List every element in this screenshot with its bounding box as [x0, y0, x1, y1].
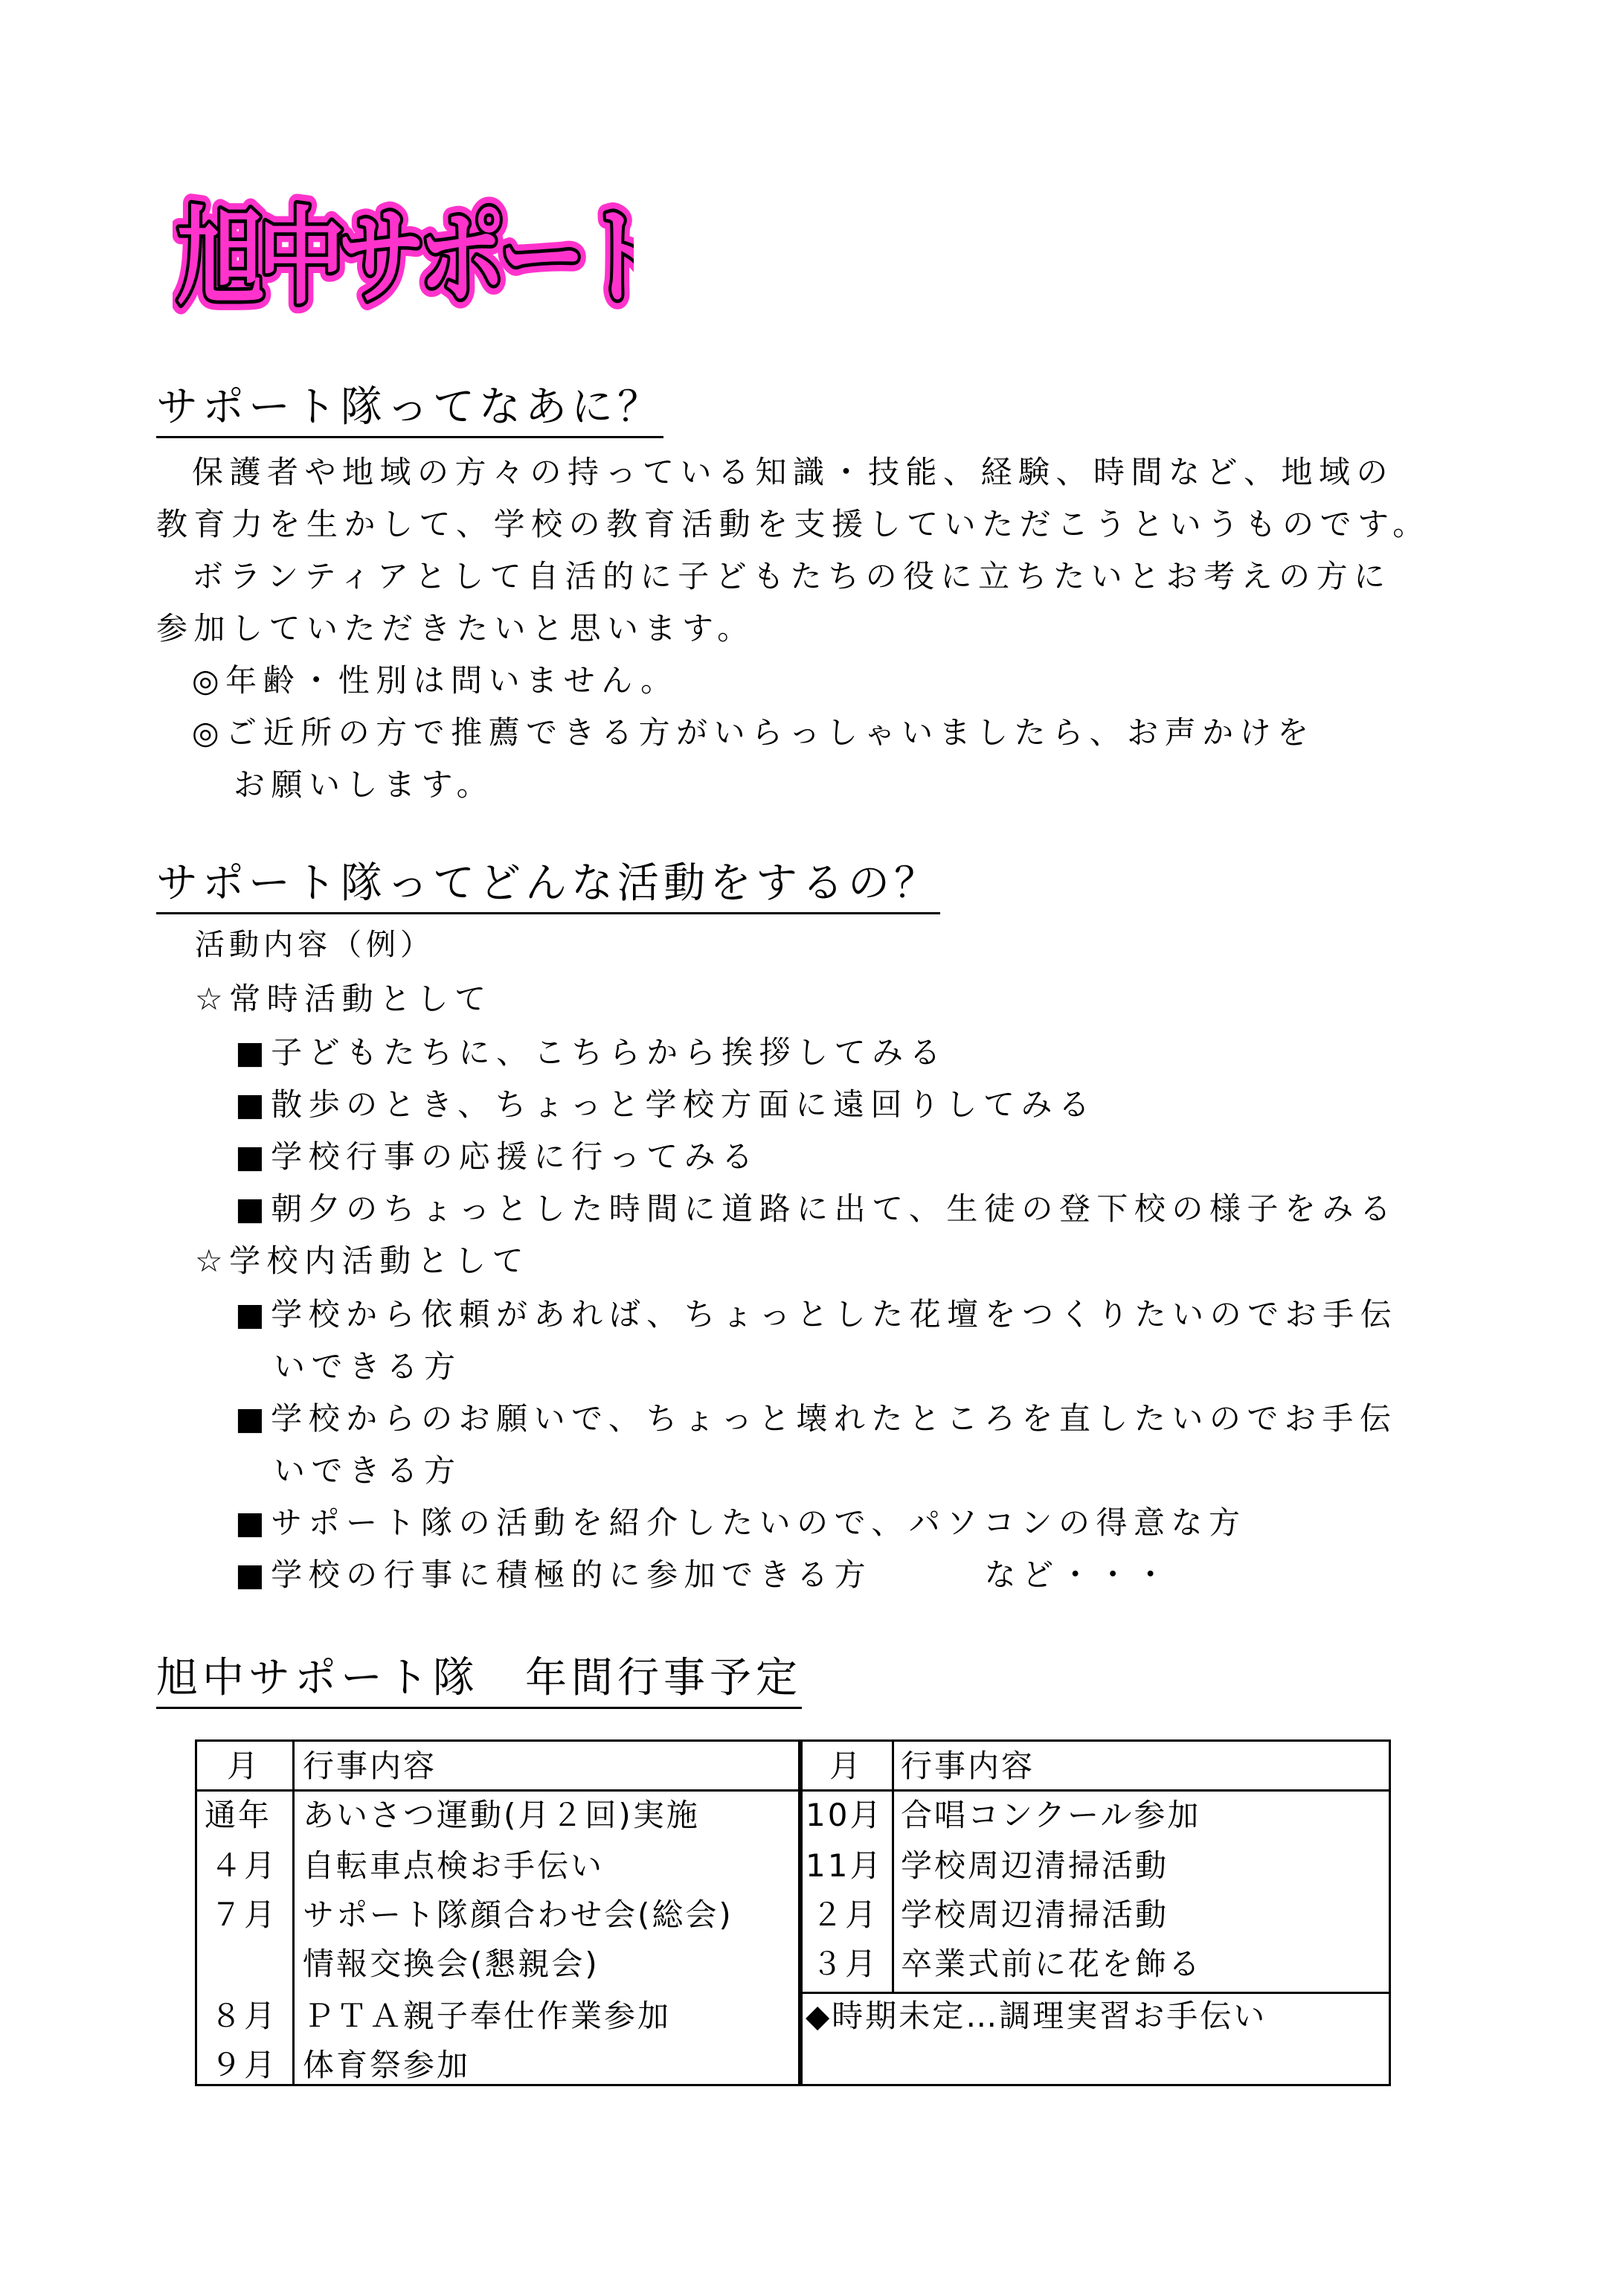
- row-content: 体育祭参加: [303, 2047, 471, 2083]
- row-month: ７月: [210, 1896, 278, 1933]
- header-month: 月: [227, 1748, 261, 1784]
- activity-item: ■学校の行事に積極的に参加できる方 など・・・: [235, 1556, 1173, 1593]
- row-content: 合唱コンクール参加: [901, 1797, 1201, 1833]
- activity-item: ■学校からのお願いで、ちょっと壊れたところを直したいのでお手伝: [235, 1400, 1398, 1437]
- paragraph-line: ボランティアとして自活的に子どもたちの役に立ちたいとお考えの方に: [192, 558, 1392, 594]
- row-month: ３月: [812, 1946, 879, 1982]
- row-month: 10月: [806, 1797, 884, 1833]
- logo: [173, 170, 634, 318]
- activity-item: いできる方: [274, 1348, 462, 1385]
- row-month: ２月: [812, 1896, 879, 1933]
- row-month: 11月: [806, 1847, 884, 1884]
- logo-stroke: 旭中サポー: [177, 196, 579, 318]
- row-month: ８月: [210, 1998, 278, 2034]
- note-line: ◎ご近所の方で推薦できる方がいらっしゃいましたら、お声かけを: [192, 714, 1315, 751]
- row-content: 自転車点検お手伝い: [303, 1847, 605, 1884]
- row-content: 学校周辺清掃活動: [901, 1896, 1169, 1933]
- note-line: お願いします。: [234, 766, 495, 803]
- row-month: ９月: [210, 2047, 278, 2083]
- section-heading-what: サポート隊ってなあに？: [156, 387, 663, 438]
- section-heading-activities: サポート隊ってどんな活動をするの？: [156, 863, 940, 914]
- logo-graphic: [173, 170, 634, 318]
- row-content: ＰＴＡ親子奉仕作業参加: [303, 1998, 672, 2034]
- activity-item: ■散歩のとき、ちょっと学校方面に遠回りしてみる: [235, 1086, 1096, 1123]
- schedule-table: [195, 1739, 1391, 2086]
- activity-item: ■朝夕のちょっとした時間に道路に出て、生徒の登下校の様子をみる: [235, 1190, 1398, 1227]
- header-month: 月: [829, 1748, 864, 1784]
- table-divider: [798, 1742, 803, 2084]
- activity-item: ■学校行事の応援に行ってみる: [235, 1138, 759, 1175]
- row-content: 卒業式前に花を飾る: [901, 1946, 1203, 1982]
- header-content: 行事内容: [901, 1748, 1035, 1784]
- activity-item: ■子どもたちに、こちらから挨拶してみる: [235, 1034, 948, 1071]
- logo-outline: 旭中サポー: [177, 196, 579, 318]
- activity-group-title: ☆学校内活動として: [195, 1242, 530, 1279]
- paragraph-line: 教育力を生かして、学校の教育活動を支援していただこうというものです。: [156, 506, 1430, 542]
- activity-item: ■サポート隊の活動を紹介したいので、パソコンの得意な方: [235, 1504, 1247, 1541]
- activity-item: ■学校から依頼があれば、ちょっとした花壇をつくりたいのでお手伝: [235, 1296, 1398, 1333]
- header-rule: [803, 1789, 1389, 1792]
- paragraph-line: 参加していただきたいと思います。: [156, 610, 755, 647]
- logo-fill: 旭中サポー: [177, 196, 579, 318]
- row-content: サポート隊顔合わせ会(総会): [303, 1896, 733, 1933]
- schedule-note: ◆時期未定…調理実習お手伝い: [806, 1998, 1267, 2034]
- row-content: 情報交換会(懇親会): [303, 1946, 600, 1982]
- header-rule: [292, 1742, 295, 1789]
- row-month: 通年: [205, 1797, 272, 1833]
- section-heading-schedule: 旭中サポート隊 年間行事予定: [156, 1658, 802, 1709]
- activity-group-title: ☆常時活動として: [195, 981, 492, 1017]
- header-rule: [197, 1789, 798, 1792]
- note-line: ◎年齢・性別は問いません。: [192, 662, 678, 699]
- activity-subheading: 活動内容（例）: [195, 928, 434, 962]
- column-rule: [892, 1742, 894, 1992]
- row-content: あいさつ運動(月２回)実施: [303, 1797, 700, 1833]
- activity-item: いできる方: [274, 1452, 462, 1489]
- row-content: 学校周辺清掃活動: [901, 1847, 1169, 1884]
- row-rule: [803, 1992, 1389, 1994]
- row-month: ４月: [210, 1847, 278, 1884]
- column-rule: [292, 1789, 295, 2084]
- header-content: 行事内容: [303, 1748, 437, 1784]
- paragraph-line: 保護者や地域の方々の持っている知識・技能、経験、時間など、地域の: [192, 454, 1395, 490]
